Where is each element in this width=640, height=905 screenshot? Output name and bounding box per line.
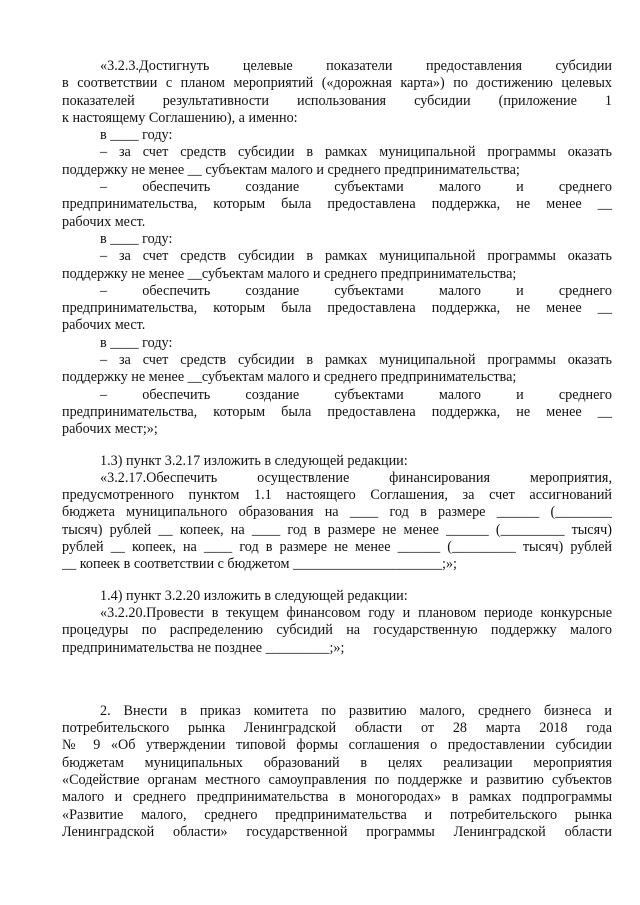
text-line: малого и среднего предпринимательства в моногородах» в рамках подпрограммы xyxy=(62,789,612,806)
text-line: рублей __ копеек, на ____ год в размере не менее ______ (_________ тысяч) рублей xyxy=(62,539,612,556)
text-line: – обеспечить создание субъектами малого и среднего xyxy=(100,386,612,403)
paragraph-gap xyxy=(62,439,612,453)
text-line: 2. Внести в приказ комитета по развитию малого, среднего бизнеса и xyxy=(100,702,612,719)
text-line: предпринимательства, которым была предоставлена поддержка, не менее __ xyxy=(62,403,612,420)
text-line: процедуры по распределению субсидий на государственную поддержку малого xyxy=(62,622,612,639)
text-line: в соответствии с планом мероприятий («дорожная карта») по достижению целевых xyxy=(62,75,612,92)
text-line: – за счет средств субсидии в рамках муниципальной программы оказать xyxy=(100,144,612,161)
text-line: «Содействие органам местного самоуправления по поддержке и развитию субъектов xyxy=(62,771,612,788)
text-line: предпринимательства, которым была предоставлена поддержка, не менее __ xyxy=(62,196,612,213)
text-line: в ____ году: xyxy=(100,334,173,351)
text-line: – за счет средств субсидии в рамках муниципальной программы оказать xyxy=(100,352,612,369)
text-line: «3.2.17.Обеспечить осуществление финансирования мероприятия, xyxy=(100,469,612,486)
paragraph-gap xyxy=(62,657,612,703)
text-line: бюджета муниципального образования на ____ год в размере ______ (________ xyxy=(62,504,612,521)
text-line: – обеспечить создание субъектами малого и среднего xyxy=(100,179,612,196)
text-line: 1.4) пункт 3.2.20 изложить в следующей редакции: xyxy=(100,587,408,604)
text-line: Ленинградской области» государственной программы Ленинградской области xyxy=(62,823,612,840)
text-line: 1.3) пункт 3.2.17 изложить в следующей редакции: xyxy=(100,452,408,469)
text-line: поддержку не менее __ субъектам малого и среднего предпринимательства; xyxy=(62,161,520,178)
text-line: показателей результативности использования субсидии (приложение 1 xyxy=(62,92,612,109)
text-line: поддержку не менее __субъектам малого и среднего предпринимательства; xyxy=(62,369,517,386)
text-line: к настоящему Соглашению), а именно: xyxy=(62,109,298,126)
text-line: в ____ году: xyxy=(100,230,173,247)
text-line: бюджетам муниципальных образований в целях реализации мероприятия xyxy=(62,754,612,771)
text-line: рабочих мест;»; xyxy=(62,421,158,438)
text-line: потребительского рынка Ленинградской области от 28 марта 2018 года xyxy=(62,720,612,737)
paragraph-gap xyxy=(62,574,612,588)
text-line: «Развитие малого, среднего предпринимательства и потребительского рынка xyxy=(62,806,612,823)
text-line: рабочих мест. xyxy=(62,317,146,334)
text-line: «3.2.20.Провести в текущем финансовом году и плановом периоде конкурсные xyxy=(100,604,612,621)
text-line: рабочих мест. xyxy=(62,213,146,230)
text-line: поддержку не менее __субъектам малого и среднего предпринимательства; xyxy=(62,265,517,282)
text-line: в ____ году: xyxy=(100,127,173,144)
text-line: предпринимательства не позднее _________;»; xyxy=(62,639,345,656)
text-line: предпринимательства, которым была предоставлена поддержка, не менее __ xyxy=(62,300,612,317)
text-line: __ копеек в соответствии с бюджетом _____________________;»; xyxy=(62,556,457,573)
text-line: № 9 «Об утверждении типовой формы соглашения о предоставлении субсидии xyxy=(62,737,612,754)
text-line: предусмотренного пунктом 1.1 настоящего Соглашения, за счет ассигнований xyxy=(62,487,612,504)
text-line: «3.2.3.Достигнуть целевые показатели предоставления субсидии xyxy=(100,58,612,74)
text-line: – обеспечить создание субъектами малого и среднего xyxy=(100,282,612,299)
text-line: – за счет средств субсидии в рамках муниципальной программы оказать xyxy=(100,248,612,265)
text-line: тысяч) рублей __ копеек, на ____ год в размере не менее ______ (_________ тысяч) xyxy=(62,521,612,538)
